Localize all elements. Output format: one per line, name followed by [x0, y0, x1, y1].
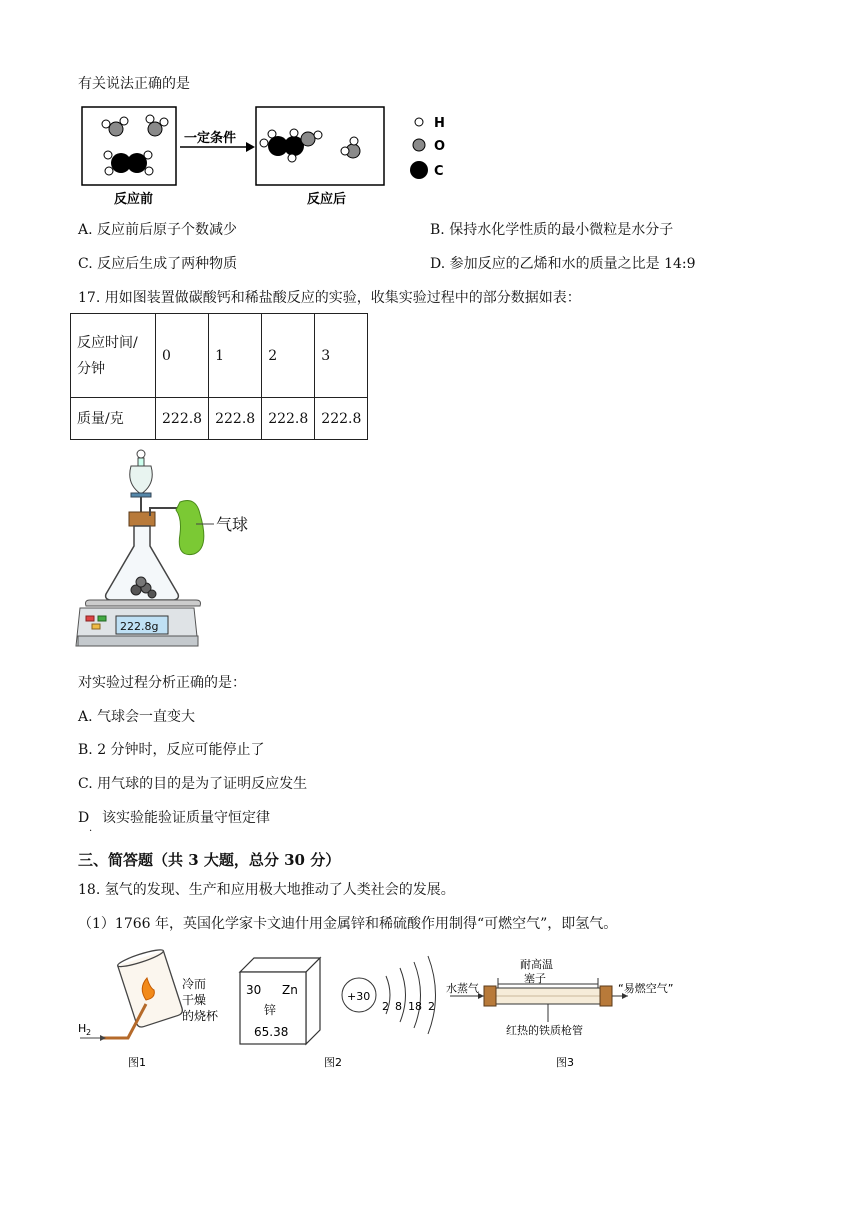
q17-option-d-dot: . [89, 823, 93, 834]
q17-stem: 17. 用如图装置做碳酸钙和稀盐酸反应的实验，收集实验过程中的部分数据如表： [78, 290, 581, 306]
q17-option-a: A. 气球会一直变大 [78, 709, 196, 725]
hydrogen-atom [146, 115, 154, 123]
product-label: “易燃空气” [618, 982, 674, 995]
q16-option-d: D. 参加反应的乙烯和水的质量之比是 14:9 [430, 256, 696, 272]
steam-label: 水蒸气 [446, 982, 479, 995]
nucleus-charge: +30 [347, 990, 371, 1003]
q17-analysis-prompt: 对实验过程分析正确的是： [78, 675, 246, 691]
q17-option-d-letter: D [78, 810, 90, 826]
before-label: 反应前 [114, 192, 154, 207]
table-cell: 222.8 [209, 398, 262, 440]
hydrogen-atom [102, 120, 110, 128]
carbon-atom [127, 153, 147, 173]
table-cell: 2 [262, 314, 315, 398]
svg-text:O: O [434, 139, 446, 154]
legend-o-swatch [413, 139, 425, 151]
molecule-reaction-figure [80, 105, 460, 210]
table-row [71, 398, 368, 440]
balloon-label: 气球 [216, 515, 249, 534]
apparatus-figure [76, 446, 276, 651]
svg-text:的烧杯: 的烧杯 [182, 1009, 219, 1023]
balance-pan [86, 600, 201, 606]
gas-subscript: 2 [86, 1028, 92, 1037]
funnel-icon [130, 466, 153, 494]
shell-electrons: 8 [395, 1000, 402, 1013]
q16-option-a: A. 反应前后原子个数减少 [78, 222, 238, 238]
tube-label: 红热的铁质枪管 [506, 1024, 583, 1037]
balance-button [86, 616, 94, 621]
q17-option-c: C. 用气球的目的是为了证明反应发生 [78, 776, 308, 792]
balloon-icon [176, 501, 204, 555]
table-row-label: 质量/克 [71, 398, 156, 440]
q17-option-d: 该实验能验证质量守恒定律 [102, 810, 270, 826]
figure-1 [76, 948, 226, 1074]
hydrogen-atom [160, 118, 168, 126]
table-cell: 3 [315, 314, 368, 398]
arrow-label: 一定条件 [184, 131, 237, 146]
heat-resistant-stopper [600, 986, 612, 1006]
legend-h-swatch [415, 118, 423, 126]
svg-text:H: H [434, 116, 445, 131]
oxygen-atom [148, 122, 162, 136]
legend-c-swatch [410, 161, 428, 179]
after-label: 反应后 [307, 192, 347, 207]
shell-electrons: 2 [428, 1000, 435, 1013]
atomic-mass: 65.38 [254, 1025, 289, 1039]
fig3-caption: 图3 [556, 1056, 574, 1069]
hydrogen-atom [120, 117, 128, 125]
shell-electrons: 18 [408, 1000, 422, 1013]
q18-part1: （1）1766 年，英国化学家卡文迪什用金属锌和稀硫酸作用制得“可燃空气”，即氢气。 [78, 916, 618, 932]
balance-button [92, 624, 100, 629]
stopper-label-2: 塞子 [524, 972, 546, 985]
svg-text:C: C [434, 164, 444, 179]
figure-3 [444, 954, 684, 1074]
q16-option-c: C. 反应后生成了两种物质 [78, 256, 238, 272]
table-cell: 222.8 [156, 398, 209, 440]
fig1-caption: 图1 [128, 1056, 146, 1069]
element-symbol: Zn [282, 983, 298, 997]
table-cell: 1 [209, 314, 262, 398]
table-cell: 222.8 [315, 398, 368, 440]
data-table [70, 313, 368, 440]
table-row [71, 314, 368, 398]
element-name: 锌 [264, 1003, 277, 1017]
atomic-number: 30 [246, 983, 262, 997]
balance-button [98, 616, 106, 621]
section-heading: 三、简答题（共 3 大题，总分 30 分） [78, 851, 341, 869]
figure-2 [236, 954, 446, 1074]
q17-option-b: B. 2 分钟时，反应可能停止了 [78, 742, 265, 758]
stopper-label-1: 耐高温 [520, 958, 553, 971]
heat-resistant-stopper [484, 986, 496, 1006]
table-cell: 222.8 [262, 398, 315, 440]
q16-option-b: B. 保持水化学性质的最小微粒是水分子 [430, 222, 674, 238]
svg-text:冷而: 冷而 [182, 977, 207, 991]
fig2-caption: 图2 [324, 1056, 342, 1069]
gas-label: H [78, 1022, 87, 1035]
svg-text:干燥: 干燥 [182, 993, 207, 1007]
shell-electrons: 2 [382, 1000, 389, 1013]
scale-reading: 222.8g [120, 620, 159, 633]
q18-stem: 18. 氢气的发现、生产和应用极大地推动了人类社会的发展。 [78, 882, 455, 898]
table-header-label: 反应时间/ 分钟 [71, 314, 156, 398]
table-cell: 0 [156, 314, 209, 398]
q16-intro: 有关说法正确的是 [78, 76, 190, 92]
funnel-stopper [137, 450, 145, 458]
rubber-stopper [129, 512, 155, 526]
